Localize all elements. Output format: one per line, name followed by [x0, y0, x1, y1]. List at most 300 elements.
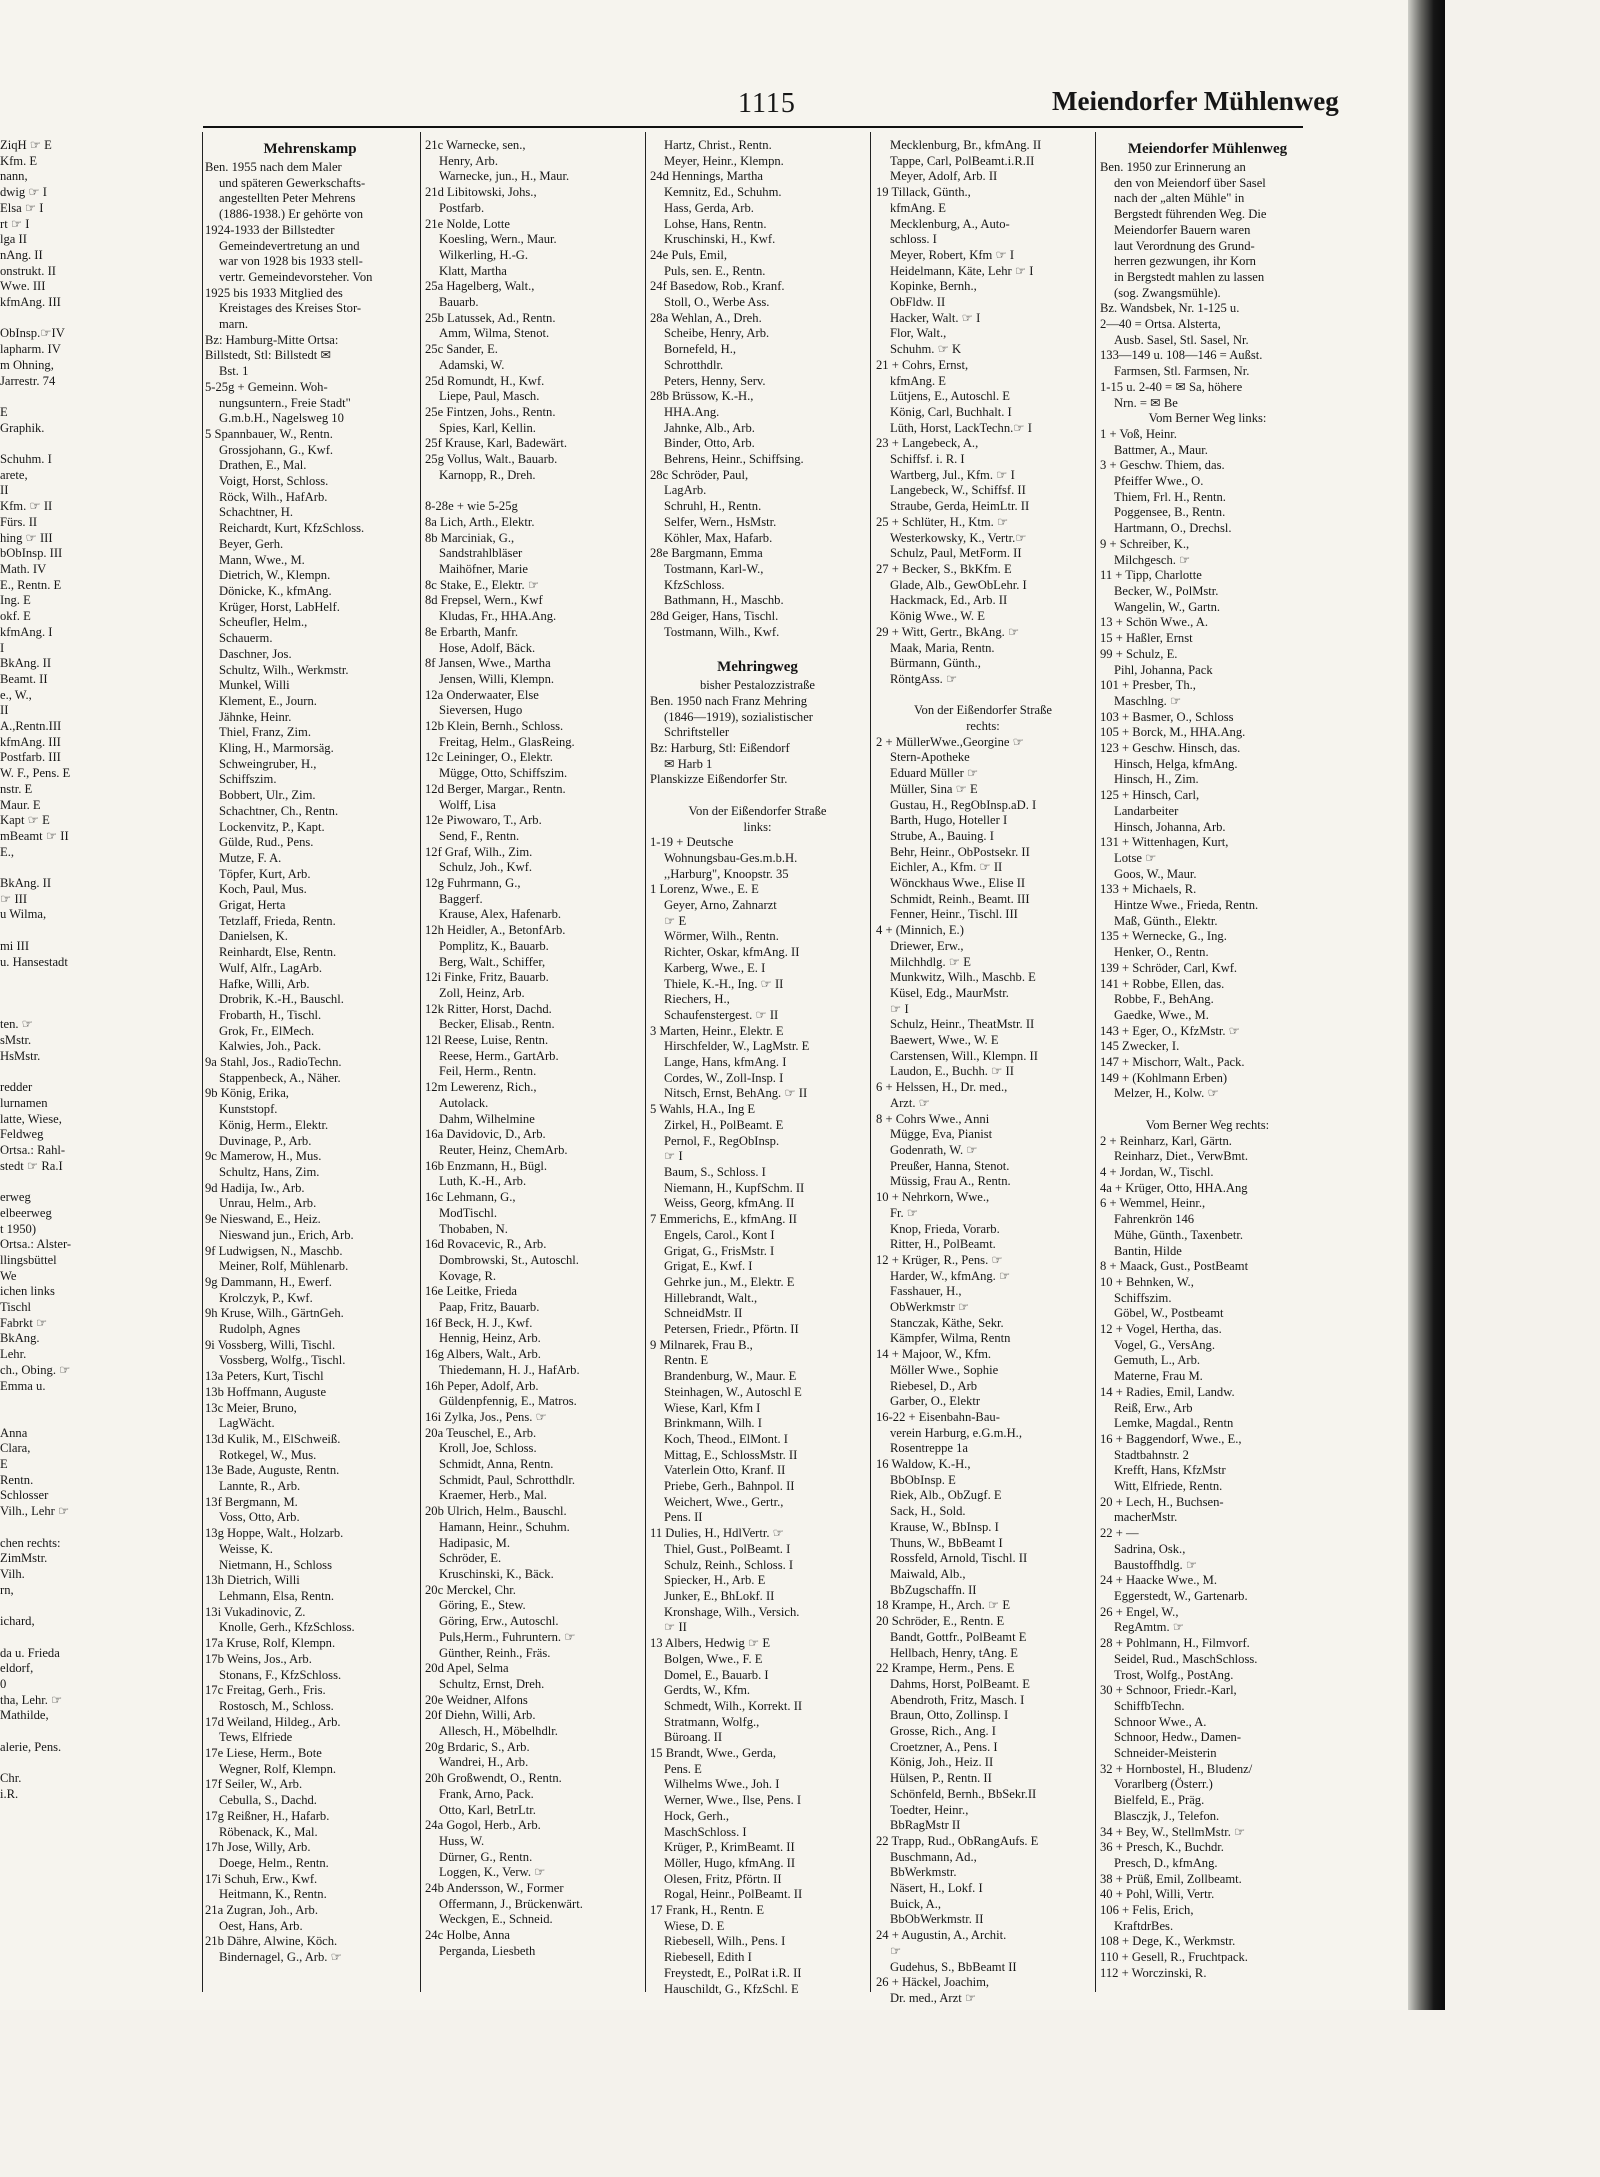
directory-entry: 24 + Augustin, A., Archit.	[876, 1928, 1007, 1943]
directory-entry: Behr, Heinr., ObPostsekr. II	[890, 844, 1030, 859]
directory-entry: Engels, Carol., Kont I	[664, 1227, 775, 1242]
directory-entry: 8b Marciniak, G.,	[425, 530, 515, 545]
directory-entry: 21e Nolde, Lotte	[425, 216, 510, 231]
directory-entry: 25c Sander, E.	[425, 342, 498, 357]
directory-entry: Maak, Maria, Rentn.	[890, 640, 995, 655]
directory-entry: Hamann, Heinr., Schuhm.	[439, 1519, 570, 1534]
directory-entry: Dürner, G., Rentn.	[439, 1849, 533, 1864]
directory-entry: Tappe, Carl, PolBeamt.i.R.II	[890, 153, 1035, 168]
directory-entry	[0, 986, 200, 1002]
directory-entry: 28d Geiger, Hans, Tischl.	[650, 609, 779, 624]
directory-entry: kfmAng. E	[890, 373, 946, 388]
directory-entry: 6 + Wemmel, Heinr.,	[1100, 1196, 1206, 1211]
directory-entry: Bornefeld, H.,	[664, 342, 737, 357]
directory-entry: 9g Dammann, H., Ewerf.	[205, 1274, 332, 1289]
directory-entry: ichen links	[0, 1284, 55, 1299]
directory-entry: Schiffsf. i. R. I	[890, 452, 965, 467]
directory-entry: 29 + Witt, Gertr., BkAng. ☞	[876, 624, 1020, 639]
directory-entry: Brandenburg, W., Maur. E	[664, 1369, 797, 1384]
directory-entry: Ortsa.: Alster-	[0, 1237, 72, 1252]
directory-entry: Röck, Wilh., HafArb.	[219, 489, 328, 504]
directory-entry: Güldenpfennig, E., Matros.	[439, 1394, 577, 1409]
directory-entry: Jensen, Willi, Klempn.	[439, 671, 555, 686]
directory-entry: 25 + Schlüter, H., Ktm. ☞	[876, 514, 1009, 529]
directory-entry: Otto, Karl, BetrLtr.	[439, 1802, 536, 1817]
directory-entry: Reuter, Heinz, ChemArb.	[439, 1143, 568, 1157]
directory-entry: kfmAng. III	[0, 734, 61, 749]
directory-entry: Jahnke, Alb., Arb.	[664, 420, 755, 435]
directory-entry: Scheufler, Helm.,	[219, 615, 308, 630]
directory-entry: KraftdrBes.	[1114, 1918, 1174, 1933]
directory-entry: 16h Peper, Adolf, Arb.	[425, 1378, 539, 1393]
directory-entry: Presch, D., kfmAng.	[1114, 1855, 1218, 1870]
directory-entry: Knolle, Gerh., KfzSchloss.	[219, 1620, 355, 1635]
directory-entry: 28e Bargmann, Emma	[650, 546, 763, 561]
directory-entry: Grossjohann, G., Kwf.	[219, 442, 334, 457]
directory-entry	[0, 1520, 200, 1536]
directory-entry: Nietmann, H., Schloss	[219, 1557, 332, 1572]
directory-entry: Wiese, D. E	[664, 1918, 725, 1933]
directory-entry: ObWerkmstr ☞	[890, 1300, 970, 1315]
directory-entry: 2 + MüllerWwe.,Georgine ☞	[876, 734, 1024, 749]
directory-entry: latte, Wiese,	[0, 1111, 62, 1126]
directory-entry: 15 Brandt, Wwe., Gerda,	[650, 1746, 777, 1761]
directory-entry: BkAng. II	[0, 876, 52, 891]
directory-entry: Niemann, H., KupfSchm. II	[664, 1180, 805, 1195]
section-label: Von der Eißendorfer Straße	[914, 703, 1052, 718]
directory-entry: KfzSchloss.	[664, 577, 725, 592]
directory-entry: Hauschildt, G., KfzSchl. E	[664, 1981, 799, 1996]
directory-entry: Frobarth, H., Tischl.	[219, 1007, 322, 1022]
directory-entry: Thobaben, N.	[439, 1221, 508, 1236]
directory-entry: Kunststopf.	[219, 1102, 278, 1117]
directory-entry: Freystedt, E., PolRat i.R. II	[664, 1965, 802, 1980]
directory-entry: schloss. I	[890, 232, 937, 247]
directory-entry: Fabrkt ☞	[0, 1315, 48, 1330]
directory-entry: 21d Libitowski, Johs.,	[425, 185, 537, 200]
directory-entry: Fürs. II	[0, 514, 38, 529]
directory-entry: 8-28e + wie 5-25g	[425, 499, 518, 514]
directory-entry: 25g Vollus, Walt., Bauarb.	[425, 452, 558, 467]
directory-entry: ZiqH ☞ E	[0, 138, 52, 152]
directory-entry: Witt, Elfriede, Rentn.	[1114, 1479, 1223, 1494]
directory-entry: 1 + Voß, Heinr.	[1100, 426, 1177, 441]
directory-entry: Jarrestr. 74	[0, 373, 56, 388]
directory-entry	[0, 1724, 200, 1740]
section-label: rechts:	[966, 719, 1000, 734]
directory-entry: 108 + Dege, K., Werkmstr.	[1100, 1934, 1236, 1949]
directory-entry: Daschner, Jos.	[219, 646, 292, 661]
directory-entry: II	[0, 483, 9, 498]
directory-entry: Rostosch, M., Schloss.	[219, 1698, 334, 1713]
directory-entry: Fahrenkrön 146	[1114, 1212, 1195, 1227]
directory-entry: ch., Obing. ☞	[0, 1362, 71, 1377]
directory-entry: Schrotthdlr.	[664, 357, 724, 372]
column-rule	[420, 132, 421, 1992]
directory-entry: 24e Puls, Emil,	[650, 247, 727, 262]
directory-entry: Mügge, Otto, Schiffszim.	[439, 766, 568, 781]
directory-entry: Hacker, Walt. ☞ I	[890, 310, 981, 325]
directory-entry: Lotse ☞	[1114, 850, 1157, 865]
directory-entry	[0, 389, 200, 405]
directory-entry: 26 + Engel, W.,	[1100, 1604, 1179, 1619]
directory-entry: Arzt. ☞	[890, 1095, 930, 1110]
directory-entry: LagWächt.	[219, 1416, 275, 1431]
directory-entry: BkAng. II	[0, 656, 52, 671]
directory-entry: Send, F., Rentn.	[439, 828, 520, 843]
directory-entry: Krause, W., BbInsp. I	[890, 1519, 999, 1534]
directory-entry: Riebesell, Edith I	[664, 1950, 752, 1965]
directory-entry: Hackmack, Ed., Arb. II	[890, 593, 1008, 608]
directory-entry: Grigat, G., FrisMstr. I	[664, 1243, 775, 1258]
directory-entry: 13e Bade, Auguste, Rentn.	[205, 1463, 340, 1478]
directory-entry: Strube, A., Bauing. I	[890, 828, 994, 843]
directory-entry: Steinhagen, W., Autoschl E	[664, 1384, 802, 1399]
directory-entry: Perganda, Liesbeth	[439, 1943, 536, 1958]
directory-entry: 1924-1933 der Billstedter	[205, 222, 335, 237]
directory-entry: Sandstrahlbläser	[439, 546, 523, 561]
directory-entry: Wönckhaus Wwe., Elise II	[890, 876, 1026, 891]
directory-entry: Schröder, E.	[439, 1551, 502, 1566]
directory-entry: Reinhardt, Else, Rentn.	[219, 945, 337, 960]
directory-entry: 13g Hoppe, Walt., Holzarb.	[205, 1526, 344, 1541]
directory-entry: Weisse, K.	[219, 1541, 273, 1556]
directory-entry: hing ☞ III	[0, 530, 53, 545]
directory-entry: Meiner, Rolf, Mühlenarb.	[219, 1259, 349, 1274]
directory-entry: Ritter, H., PolBeamt.	[890, 1237, 996, 1252]
directory-entry: Hintze Wwe., Frieda, Rentn.	[1114, 898, 1259, 913]
directory-entry: 22 + —	[1100, 1526, 1139, 1541]
directory-entry: den von Meiendorf über Sasel	[1114, 175, 1266, 190]
directory-entry	[0, 1598, 200, 1614]
directory-entry: 101 + Presber, Th.,	[1100, 678, 1196, 693]
directory-entry: 20d Apel, Selma	[425, 1661, 509, 1676]
directory-entry: Unrau, Helm., Arb.	[219, 1196, 317, 1211]
column-rule	[202, 132, 203, 1992]
directory-entry: Riek, Alb., ObZugf. E	[890, 1488, 1002, 1503]
directory-entry: Graphik.	[0, 420, 45, 435]
directory-entry: 13a Peters, Kurt, Tischl	[205, 1369, 324, 1384]
directory-entry: 12f Graf, Wilh., Zim.	[425, 844, 533, 859]
directory-entry: macherMstr.	[1114, 1510, 1178, 1525]
directory-entry: 12l Reese, Luise, Rentn.	[425, 1033, 549, 1048]
directory-entry: Köhler, Max, Hafarb.	[664, 530, 773, 545]
directory-entry: ,,Harburg", Knoopstr. 35	[664, 866, 789, 881]
directory-entry: Wangelin, W., Gartn.	[1114, 599, 1221, 614]
directory-entry: Wohnungsbau-Ges.m.b.H.	[664, 850, 798, 865]
directory-entry: Milchgesch. ☞	[1114, 552, 1191, 567]
directory-entry: Heitmann, K., Rentn.	[219, 1887, 327, 1902]
directory-entry: Olesen, Fritz, Pförtn. II	[664, 1871, 782, 1886]
directory-entry: 1-15 u. 2-40 = ✉ Sa, höhere	[1100, 379, 1243, 394]
directory-entry: Sieversen, Hugo	[439, 703, 523, 718]
directory-entry: Scheibe, Henry, Arb.	[664, 326, 770, 341]
directory-entry: RegAmtm. ☞	[1114, 1620, 1185, 1635]
directory-entry: 9 + Schreiber, K.,	[1100, 536, 1190, 551]
street-heading: Mehringweg	[717, 659, 798, 676]
directory-entry: W. F., Pens. E	[0, 766, 71, 781]
directory-entry: Müller, Sina ☞ E	[890, 781, 978, 796]
directory-entry: 8c Stake, E., Elektr. ☞	[425, 577, 540, 592]
directory-entry: war von 1928 bis 1933 stell-	[219, 254, 363, 269]
directory-entry: Thiem, Frl. H., Rentn.	[1114, 489, 1226, 504]
directory-entry: Nitsch, Ernst, BehAng. ☞ II	[664, 1086, 808, 1101]
directory-entry: Krause, Alex, Hafenarb.	[439, 907, 562, 922]
directory-entry: MaschSchloss. I	[664, 1824, 747, 1839]
directory-entry: We	[0, 1268, 17, 1283]
directory-entry: Geyer, Arno, Zahnarzt	[664, 898, 777, 913]
directory-entry: Paap, Fritz, Bauarb.	[439, 1300, 540, 1315]
directory-entry: Schultz, Hans, Zim.	[219, 1165, 320, 1179]
directory-entry: erweg	[0, 1190, 31, 1205]
directory-entry: Feil, Herm., Rentn.	[439, 1064, 537, 1079]
directory-entry: Koch, Theod., ElMont. I	[664, 1431, 788, 1446]
directory-entry: dwig ☞ I	[0, 185, 47, 200]
directory-entry: Buschmann, Ad.,	[890, 1849, 977, 1864]
directory-entry: 20e Weidner, Alfons	[425, 1692, 528, 1707]
directory-entry: SchiffbTechn.	[1114, 1698, 1185, 1713]
directory-entry: 20c Merckel, Chr.	[425, 1582, 516, 1597]
directory-entry: Dr. med., Arzt ☞	[890, 1990, 977, 2005]
directory-entry: Kovage, R.	[439, 1268, 497, 1283]
directory-entry: Schulz, Heinr., TheatMstr. II	[890, 1017, 1035, 1032]
directory-entry: da u. Frieda	[0, 1645, 60, 1660]
directory-entry: 12 + Krüger, R., Pens. ☞	[876, 1252, 1003, 1267]
directory-entry: Grigat, E., Kwf. I	[664, 1259, 753, 1274]
directory-entry: angestellten Peter Mehrens	[219, 191, 356, 206]
directory-entry: Koesling, Wern., Maur.	[439, 232, 557, 247]
directory-entry: Bauarb.	[439, 295, 479, 310]
directory-entry: Reinharz, Diet., VerwBmt.	[1114, 1149, 1249, 1164]
directory-entry: Kämpfer, Wilma, Rentn	[890, 1331, 1011, 1346]
directory-entry: Schweingruber, H.,	[219, 756, 317, 771]
directory-entry: Stratmann, Wolfg.,	[664, 1714, 760, 1729]
directory-entry: 9a Stahl, Jos., RadioTechn.	[205, 1055, 342, 1070]
directory-entry: Braun, Otto, Zollinsp. I	[890, 1708, 1009, 1723]
directory-entry: kfmAng. III	[0, 295, 61, 310]
directory-entry: Berg, Walt., Schiffer,	[439, 954, 546, 969]
directory-entry: kfmAng. I	[0, 624, 53, 639]
page-number: 1115	[738, 88, 796, 119]
directory-entry: Mügge, Eva, Pianist	[890, 1127, 993, 1142]
directory-entry: Bz. Wandsbek, Nr. 1-125 u.	[1100, 301, 1240, 316]
directory-entry: Amm, Wilma, Stenot.	[439, 326, 550, 341]
section-label: links:	[743, 819, 772, 834]
directory-entry: Danielsen, K.	[219, 929, 288, 944]
directory-entry: Baewert, Wwe., W. E	[890, 1033, 999, 1048]
directory-entry: ObInsp.☞IV	[0, 326, 65, 341]
directory-entry: Kludas, Fr., HHA.Ang.	[439, 609, 557, 624]
directory-entry: Grok, Fr., ElMech.	[219, 1023, 315, 1038]
directory-entry: Näsert, H., Lokf. I	[890, 1881, 983, 1896]
directory-entry: 8a Lich, Arth., Elektr.	[425, 514, 535, 529]
directory-entry: Thuns, W., BbBeamt I	[890, 1535, 1003, 1550]
directory-entry: 20g Brdaric, S., Arb.	[425, 1739, 530, 1754]
directory-entry: 9e Nieswand, E., Heiz.	[205, 1212, 321, 1227]
directory-entry: 5-25g + Gemeinn. Woh-	[205, 379, 328, 394]
directory-entry: Eduard Müller ☞	[890, 766, 979, 781]
directory-entry: Koch, Paul, Mus.	[219, 882, 307, 897]
directory-entry: Preußer, Hanna, Stenot.	[890, 1158, 1010, 1173]
directory-entry: Gustau, H., RegObInsp.aD. I	[890, 797, 1037, 812]
directory-entry: ☞ III	[0, 891, 28, 906]
directory-entry: Wiese, Karl, Kfm I	[664, 1400, 761, 1415]
directory-entry: Riebesell, Wilh., Pens. I	[664, 1934, 786, 1949]
directory-entry: Bobbert, Ulr., Zim.	[219, 788, 316, 803]
directory-entry: Baggerf.	[439, 891, 483, 906]
directory-entry: Math. IV	[0, 561, 47, 576]
directory-entry: Domel, E., Bauarb. I	[664, 1667, 769, 1682]
directory-entry: 22 Krampe, Herm., Pens. E	[876, 1661, 1015, 1676]
directory-entry	[0, 1064, 200, 1080]
directory-entry: 17i Schuh, Erw., Kwf.	[205, 1871, 318, 1886]
directory-entry: Gemeindevertretung an und	[219, 238, 360, 253]
directory-entry: Mathilde,	[0, 1708, 49, 1723]
directory-entry: Maiwald, Alb.,	[890, 1566, 966, 1581]
directory-entry: 11 + Tipp, Charlotte	[1100, 568, 1202, 583]
directory-entry: Bürmann, Günth.,	[890, 656, 981, 671]
directory-entry: Materne, Frau M.	[1114, 1369, 1203, 1384]
directory-entry: 105 + Borck, M., HHA.Ang.	[1100, 725, 1246, 740]
directory-entry: 5 Wahls, H.A., Ing E	[650, 1102, 756, 1117]
directory-entry: Kroll, Joe, Schloss.	[439, 1441, 537, 1456]
directory-entry: Schaufenstergest. ☞ II	[664, 1007, 779, 1022]
directory-entry: Göring, E., Stew.	[439, 1598, 526, 1613]
directory-entry: Puls, sen. E., Rentn.	[664, 263, 766, 278]
directory-entry: Buick, A.,	[890, 1896, 942, 1911]
directory-entry	[0, 860, 200, 876]
directory-entry: I	[0, 640, 5, 655]
directory-entry: Henry, Arb.	[439, 153, 498, 168]
directory-entry: in Bergstedt mahlen zu lassen	[1114, 269, 1265, 284]
directory-entry: Wolff, Lisa	[439, 797, 496, 812]
directory-entry: Bathmann, H., Maschb.	[664, 593, 784, 608]
directory-entry: 34 + Bey, W., StellmMstr. ☞	[1100, 1824, 1246, 1839]
directory-entry: Schuhm. ☞ K	[890, 342, 962, 357]
directory-entry: Loggen, K., Verw. ☞	[439, 1865, 546, 1880]
section-label: Von der Eißendorfer Straße	[688, 803, 827, 818]
directory-entry: Schmidt, Anna, Rentn.	[439, 1457, 554, 1472]
directory-entry	[0, 923, 200, 939]
directory-entry: 21b Dähre, Alwine, Köch.	[205, 1934, 338, 1949]
directory-entry: onstrukt. II	[0, 263, 56, 278]
directory-entry: 125 + Hinsch, Carl,	[1100, 788, 1200, 803]
directory-entry: Vorarlberg (Österr.)	[1114, 1777, 1213, 1792]
directory-entry: 112 + Worczinski, R.	[1100, 1965, 1207, 1980]
directory-entry: ☞ II	[664, 1620, 687, 1635]
directory-entry: 26 + Häckel, Joachim,	[876, 1975, 990, 1990]
directory-entry: Rotkegel, W., Mus.	[219, 1447, 317, 1462]
directory-entry: 3 + Geschw. Thiem, das.	[1100, 458, 1225, 473]
directory-entry: Zoll, Heinz, Arb.	[439, 985, 525, 1000]
directory-entry: Möller, Hugo, kfmAng. II	[664, 1855, 796, 1870]
directory-entry: Allesch, H., Möbelhdlr.	[439, 1724, 558, 1739]
directory-entry: Hartmann, O., Drechsl.	[1114, 521, 1232, 536]
directory-entry: Wwe. III	[0, 279, 46, 294]
directory-entry: Wörmer, Wilh., Rentn.	[664, 929, 779, 944]
column-mehrenskamp	[205, 138, 415, 1988]
directory-entry: u. Hansestadt	[0, 954, 68, 969]
directory-entry: Croetzner, A., Pens. I	[890, 1739, 998, 1754]
directory-entry: 135 + Wernecke, G., Ing.	[1100, 929, 1227, 944]
directory-entry: Glade, Alb., GewObLehr. I	[890, 577, 1027, 592]
directory-entry	[0, 311, 200, 327]
column-mehringweg-cont	[876, 138, 1090, 2005]
directory-entry: E., Rentn. E	[0, 577, 62, 592]
directory-entry: Meyer, Robert, Kfm ☞ I	[890, 247, 1015, 262]
directory-entry: Hirschfelder, W., LagMstr. E	[664, 1039, 810, 1054]
directory-entry: 4 + (Minnich, E.)	[876, 923, 964, 938]
directory-entry: 149 + (Kohlmann Erben)	[1100, 1070, 1228, 1085]
directory-entry: E	[0, 404, 8, 419]
directory-entry: Gülde, Rud., Pens.	[219, 835, 314, 850]
directory-entry: ☞ E	[664, 913, 687, 928]
directory-entry: Pomplitz, K., Bauarb.	[439, 938, 549, 953]
directory-entry: Dahm, Wilhelmine	[439, 1111, 535, 1126]
directory-entry: Grigat, Herta	[219, 898, 286, 913]
directory-entry: Göring, Erw., Autoschl.	[439, 1614, 559, 1629]
directory-entry: BkAng.	[0, 1331, 40, 1346]
directory-entry: Sadrina, Osk.,	[1114, 1541, 1186, 1556]
directory-entry: Munkwitz, Wilh., Maschb. E	[890, 970, 1036, 985]
directory-entry: 30 + Schnoor, Friedr.-Karl,	[1100, 1683, 1237, 1698]
directory-entry: RöntgAss. ☞	[890, 671, 958, 686]
directory-entry: Bst. 1	[219, 364, 249, 379]
directory-entry: 131 + Wittenhagen, Kurt,	[1100, 835, 1229, 850]
directory-entry: lga II	[0, 232, 27, 247]
directory-entry: 9d Hadija, Iw., Arb.	[205, 1180, 305, 1195]
directory-entry: Meyer, Adolf, Arb. II	[890, 169, 998, 184]
directory-entry: Vogel, G., VersAng.	[1114, 1337, 1215, 1352]
directory-entry: Thiedemann, H. J., HafArb.	[439, 1362, 580, 1377]
directory-entry: Tostmann, Karl-W.,	[664, 561, 764, 576]
directory-entry: nAng. II	[0, 247, 43, 262]
directory-entry: 17d Weiland, Hildeg., Arb.	[205, 1714, 341, 1729]
directory-entry: Vilh., Lehr ☞	[0, 1504, 70, 1519]
directory-entry: rt ☞ I	[0, 216, 30, 231]
directory-entry: 12a Onderwaater, Else	[425, 687, 539, 702]
directory-entry: nach der „alten Mühle" in	[1114, 191, 1245, 206]
directory-entry: Trost, Wolfg., PostAng.	[1114, 1667, 1234, 1682]
directory-entry	[876, 688, 1090, 704]
directory-entry: 12h Heidler, A., BetonfArb.	[425, 923, 566, 938]
directory-entry: Chr.	[0, 1771, 22, 1786]
directory-entry: Autolack.	[439, 1095, 489, 1110]
directory-entry: A.,Rentn.III	[0, 719, 62, 734]
directory-entry: 14 + Majoor, W., Kfm.	[876, 1347, 992, 1362]
directory-entry: Postfarb.	[439, 200, 485, 215]
directory-entry: Doege, Helm., Rentn.	[219, 1855, 329, 1870]
directory-entry: Wartberg, Jul., Kfm. ☞ I	[890, 467, 1015, 482]
directory-entry: eldorf,	[0, 1661, 34, 1676]
directory-entry: 12m Lewerenz, Rich.,	[425, 1080, 537, 1095]
directory-entry: Frank, Arno, Pack.	[439, 1786, 534, 1801]
directory-entry: Milchhdlg. ☞ E	[890, 954, 971, 969]
directory-entry: Lehr.	[0, 1347, 27, 1362]
directory-entry: 6 + Helssen, H., Dr. med.,	[876, 1080, 1008, 1095]
directory-entry: Dönicke, K., kfmAng.	[219, 583, 332, 598]
directory-entry: 133—149 u. 108—146 = Außst.	[1100, 348, 1263, 363]
directory-entry: Kemnitz, Ed., Schuhm.	[664, 185, 782, 200]
directory-entry: Riechers, H.,	[664, 992, 730, 1007]
directory-entry: 16d Rovacevic, R., Arb.	[425, 1237, 547, 1252]
scan-edge-shadow	[1408, 0, 1445, 2010]
directory-entry: 13i Vukadinovic, Z.	[205, 1604, 306, 1619]
directory-entry: 17h Jose, Willy, Arb.	[205, 1840, 311, 1855]
directory-entry: Röbenack, K., Mal.	[219, 1824, 318, 1839]
section-label: Vom Berner Weg links:	[1148, 411, 1267, 426]
directory-entry: Klement, E., Journ.	[219, 693, 317, 708]
